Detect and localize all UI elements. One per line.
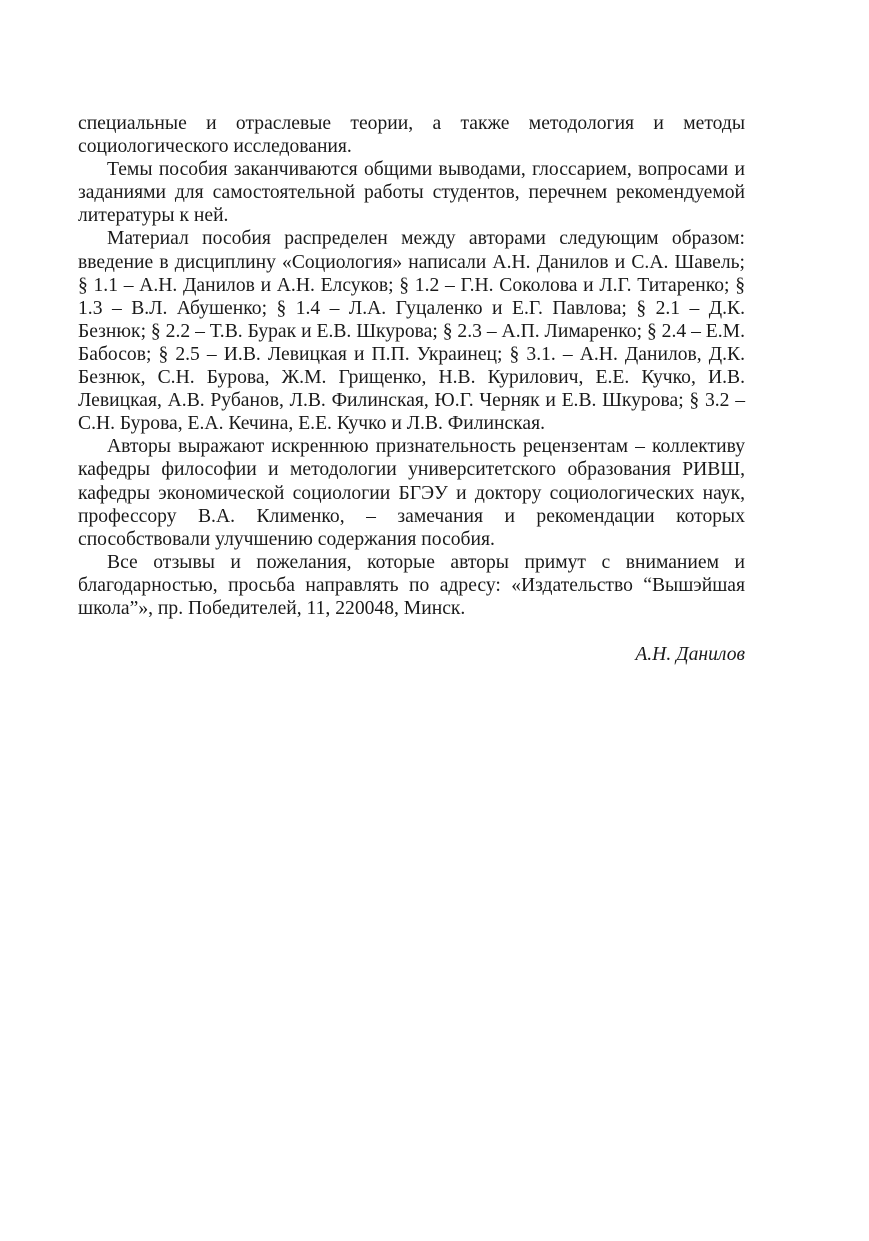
paragraph-continuation: специальные и отраслевые теории, а также методология и методы социологического исследования. xyxy=(78,113,745,158)
document-page xyxy=(78,112,745,666)
paragraph-authors: Материал пособия распределен между авторами следующим образом: введение в дисциплину «Социология» написали А.Н. Данилов и С.А. Шавель; § 1.1 – А.Н. Данилов и А.Н. Елсуков; § 1.2 – Г.Н. Соколова и Л.Г. Титаренко; § 1.3 – В.Л. Абушенко; § 1.4 – Л.А. Гуцаленко и Е.Г. Павлова; § 2.1 – Д.К. Безнюк; § 2.2 – Т.В. Бурак и Е.В. Шкурова; § 2.3 – А.П. Лимаренко; § 2.4 – Е.М. Бабосов; § 2.5 – И.В. Левицкая и П.П. Украинец; § 3.1. – А.Н. Данилов, Д.К. Безнюк, С.Н. Бурова, Ж.М. Грищенко, Н.В. Курилович, Е.Е. Кучко, И.В. Левицкая, А.В. Рубанов, Л.В. Филинская, Ю.Г. Черняк и Е.В. Шкурова; § 3.2 – С.Н. Бурова, Е.А. Кечина, Е.Е. Кучко и Л.В. Филинская. xyxy=(78,228,745,435)
paragraph-topics: Темы пособия заканчиваются общими выводами, глоссарием, вопросами и заданиями для самостоятельной работы студентов, перечнем рекомендуемой литературы к ней. xyxy=(78,159,745,227)
paragraph-acknowledgements: Авторы выражают искреннюю признательность рецензентам – коллективу кафедры философии и методологии университетского образования РИВШ, кафедры экономической социологии БГЭУ и доктору социологических наук, профессору В.А. Клименко, – замечания и рекомендации которых способствовали улучшению содержания пособия. xyxy=(78,436,745,550)
paragraph-feedback: Все отзывы и пожелания, которые авторы примут с вниманием и благодарностью, просьба направлять по адресу: «Издательство “Вышэйшая школа”», пр. Победителей, 11, 220048, Минск. xyxy=(78,551,745,619)
author-signature: А.Н. Данилов xyxy=(635,644,745,666)
